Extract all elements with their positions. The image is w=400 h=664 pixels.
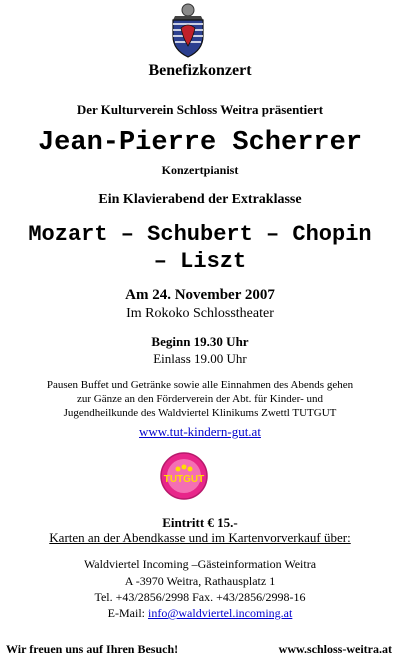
contact-address: A -3970 Weitra, Rathausplatz 1 <box>124 574 276 588</box>
artist-role: Konzertpianist <box>161 163 239 177</box>
charity-website-link[interactable]: www.tut-kindern-gut.at <box>139 424 261 439</box>
tutgut-logo-text: TUTGUT <box>163 474 205 485</box>
event-venue: Im Rokoko Schlosstheater <box>126 306 274 321</box>
coat-of-arms-icon <box>163 2 213 58</box>
contact-email-line <box>0 606 400 621</box>
composers-line-2: – Liszt <box>153 249 247 274</box>
event-begin-time: Beginn 19.30 Uhr <box>151 334 249 349</box>
artist-name: Jean-Pierre Scherrer <box>37 128 363 158</box>
contact-email-label: E-Mail: <box>107 606 148 620</box>
ticket-sales-info: Karten an der Abendkasse und im Kartenvorverkauf über: <box>49 530 351 545</box>
presenter-line: Der Kulturverein Schloss Weitra präsentiert <box>76 102 324 117</box>
charity-text-line-2: zur Gänze an den Förderverein der Abt. für Kinder- und <box>77 393 323 405</box>
contact-phone-fax: Tel. +43/2856/2998 Fax. +43/2856/2998-16 <box>94 590 306 604</box>
charity-text-line-3: Jugendheilkunde des Waldviertel Klinikums Zwettl TUTGUT <box>63 407 337 419</box>
event-admission-time: Einlass 19.00 Uhr <box>153 351 247 366</box>
ticket-price: Eintritt € 15.- <box>162 515 238 530</box>
contact-name: Waldviertel Incoming –Gästeinformation Weitra <box>83 557 317 571</box>
footer-greeting: Wir freuen uns auf Ihren Besuch! <box>6 642 179 656</box>
composers-line-1: Mozart – Schubert – Chopin <box>28 222 372 247</box>
concert-subtitle: Ein Klavierabend der Extraklasse <box>98 192 302 207</box>
charity-text-line-1: Pausen Buffet und Getränke sowie alle Einnahmen des Abends gehen <box>46 379 354 391</box>
tutgut-logo-icon <box>159 451 209 501</box>
footer-website[interactable]: www.schloss-weitra.at <box>278 642 392 656</box>
event-type-heading: Benefizkonzert <box>148 62 252 79</box>
event-date: Am 24. November 2007 <box>125 287 275 303</box>
contact-email-link[interactable]: info@waldviertel.incoming.at <box>147 606 293 620</box>
